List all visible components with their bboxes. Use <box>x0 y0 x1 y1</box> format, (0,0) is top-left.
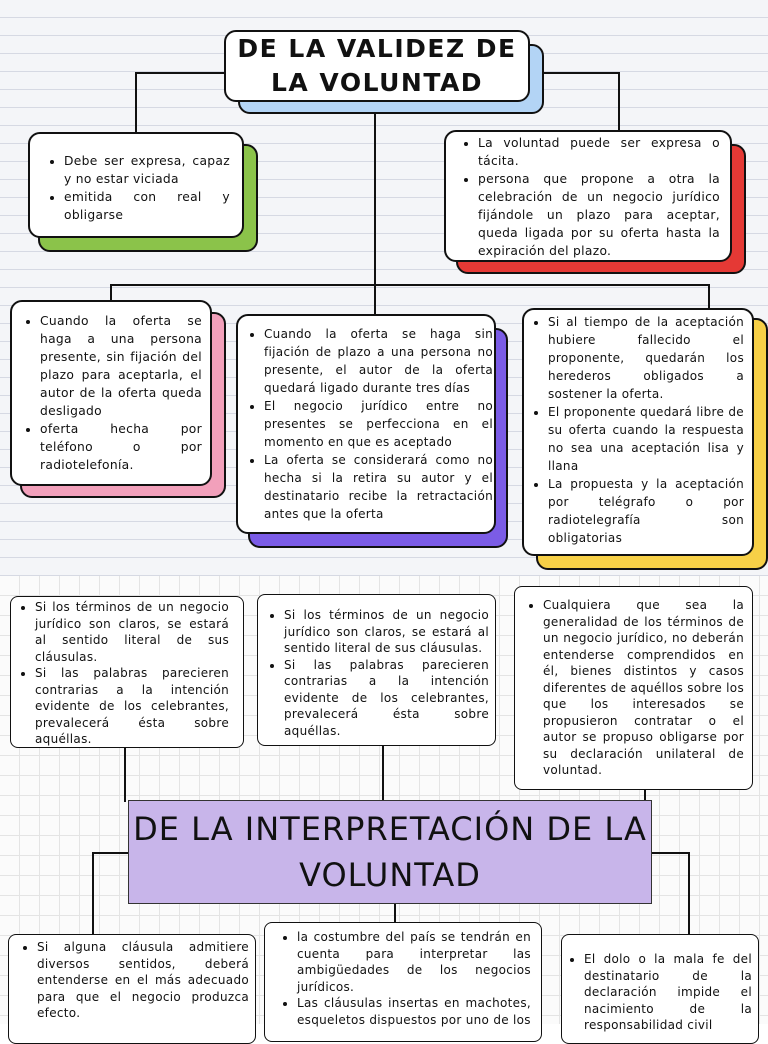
connector <box>394 902 396 924</box>
connector <box>374 284 376 316</box>
list-item: • Si los términos de un negocio jurídico son claros, se estará al sentido literal de sus cláusulas. <box>284 607 489 657</box>
list-item: • emitida con real y obligarse <box>64 188 230 224</box>
list-item: • Debe ser expresa, capaz y no estar viciada <box>64 152 230 188</box>
list-item: • oferta hecha por teléfono o por radiotelefonía. <box>40 420 202 474</box>
list-item: • La voluntad puede ser expresa o tácita. <box>478 134 720 170</box>
connector <box>708 284 710 310</box>
list-item: • la costumbre del país se tendrán en cuenta para interpretar las ambigüedades de los negocios jurídicos. <box>297 929 531 995</box>
list-item: • Si al tiempo de la aceptación hubiere fallecido el proponente, quedarán los herederos obligados a sostener la oferta. <box>548 313 744 403</box>
literal-terms-box-2 <box>257 594 496 746</box>
expression-box <box>444 130 732 262</box>
list-item: • Las cláusulas insertas en machotes, esqueletos dispuestos por uno de los <box>297 995 531 1028</box>
present-offer-box <box>10 300 212 486</box>
connector <box>110 284 710 286</box>
literal-terms-box-1 <box>10 596 244 748</box>
connector <box>92 852 130 854</box>
list-item: • Si alguna cláusula admitiere diversos sentidos, deberá entenderse en el más adecuado para que el negocio produzca efecto. <box>37 939 249 1022</box>
list-item: • Cualquiera que sea la generalidad de los términos de un negocio jurídico, no deberán entenderse comprendidos en él, bienes distintos y casos diferentes de aquéllos sobre los que los interesados se propusieron contratar o el autor se propuso obligarse por su declaración unilateral de voluntad. <box>543 597 744 779</box>
connector <box>382 744 384 802</box>
list-item: • Si los términos de un negocio jurídico son claros, se estará al sentido literal de sus cláusulas. <box>35 599 229 665</box>
bad-faith-box <box>561 934 759 1044</box>
list-item: • persona que propone a otra la celebración de un negocio jurídico fijándole un plazo para aceptar, queda ligada por su oferta hasta la expiración del plazo. <box>478 170 720 260</box>
list-item: • Cuando la oferta se haga sin fijación de plazo a una persona no presente, el autor de la oferta quedará ligado durante tres días <box>264 325 493 397</box>
connector <box>618 72 620 132</box>
requirements-box <box>28 132 244 238</box>
list-item: • La oferta se considerará como no hecha si la retira su autor y el destinatario recibe la retractación antes que la oferta <box>264 451 493 523</box>
connector <box>650 852 688 854</box>
page-title: DE LA VALIDEZ DE LA VOLUNTAD <box>224 30 530 102</box>
connector <box>688 852 690 934</box>
section-title-interpretation: DE LA INTERPRETACIÓN DE LA VOLUNTAD <box>128 800 652 904</box>
list-item: • Cuando la oferta se haga a una persona presente, sin fijación del plazo para aceptarla, el autor de la oferta queda desligado <box>40 312 202 420</box>
ambiguous-clause-box <box>8 934 256 1044</box>
connector <box>124 746 126 802</box>
connector <box>135 72 225 74</box>
absent-offer-box <box>236 314 496 534</box>
list-item: • La propuesta y la aceptación por telégrafo o por radiotelegrafía son obligatorias <box>548 475 744 547</box>
generality-box <box>514 586 753 790</box>
list-item: • Si las palabras parecieren contrarias a la intención evidente de los celebrantes, prevalecerá ésta sobre aquéllas. <box>284 657 489 740</box>
connector <box>374 102 376 285</box>
connector <box>135 72 137 132</box>
proponent-box <box>522 308 754 556</box>
list-item: • Si las palabras parecieren contrarias a la intención evidente de los celebrantes, prevalecerá ésta sobre aquéllas. <box>35 665 229 748</box>
list-item: • El proponente quedará libre de su oferta cuando la respuesta no sea una aceptación lisa y llana <box>548 403 744 475</box>
list-item: • El dolo o la mala fe del destinatario de la declaración impide el nacimiento de la responsabilidad civil <box>584 951 752 1034</box>
connector <box>92 852 94 934</box>
list-item: • El negocio jurídico entre no presentes se perfecciona en el momento en que es aceptado <box>264 397 493 451</box>
custom-box <box>264 922 542 1042</box>
